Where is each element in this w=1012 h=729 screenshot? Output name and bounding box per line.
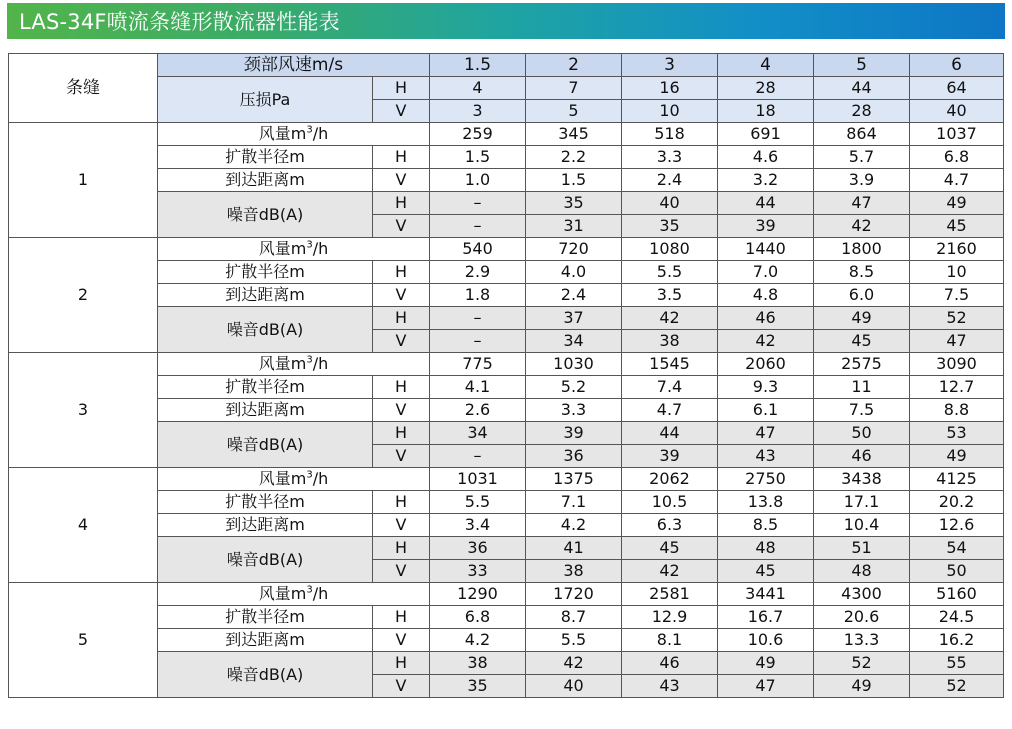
noise-cell: 44 [622, 422, 718, 445]
title-bar [7, 3, 1005, 39]
noise-row-h [9, 652, 1004, 675]
throw-distance-cell: 16.2 [910, 629, 1004, 652]
throw-distance-cell: 4.7 [910, 169, 1004, 192]
mode-cell: V [373, 169, 430, 192]
airflow-cell: 5160 [910, 583, 1004, 606]
mode-cell: V [373, 675, 430, 698]
airflow-label-unit: /h [312, 584, 329, 603]
spread-radius-cell: 9.3 [718, 376, 814, 399]
noise-cell: 44 [718, 192, 814, 215]
throw-distance-cell: 1.5 [526, 169, 622, 192]
throw-distance-cell: 7.5 [910, 284, 1004, 307]
slot-number: 3 [9, 353, 158, 468]
pressure-cell: 3 [430, 100, 526, 123]
throw-distance-row [9, 284, 1004, 307]
throw-distance-cell: 13.3 [814, 629, 910, 652]
spread-radius-cell: 4.1 [430, 376, 526, 399]
noise-cell: 49 [814, 307, 910, 330]
pressure-cell: 28 [718, 77, 814, 100]
spread-radius-cell: 17.1 [814, 491, 910, 514]
airflow-row [9, 583, 1004, 606]
noise-cell: 38 [622, 330, 718, 353]
spread-radius-row [9, 491, 1004, 514]
throw-distance-cell: 8.1 [622, 629, 718, 652]
noise-cell: 35 [526, 192, 622, 215]
airflow-cell: 345 [526, 123, 622, 146]
spread-radius-label: 扩散半径m [158, 261, 373, 284]
airflow-label-unit: /h [312, 469, 329, 488]
pressure-cell: 4 [430, 77, 526, 100]
mode-cell: V [373, 399, 430, 422]
performance-table [8, 53, 1004, 698]
mode-cell: H [373, 606, 430, 629]
airflow-cell: 1290 [430, 583, 526, 606]
noise-cell: 51 [814, 537, 910, 560]
mode-cell: H [373, 422, 430, 445]
spread-radius-cell: 8.5 [814, 261, 910, 284]
throw-distance-cell: 4.2 [430, 629, 526, 652]
throw-distance-cell: 7.5 [814, 399, 910, 422]
noise-cell: 42 [814, 215, 910, 238]
noise-cell: 46 [718, 307, 814, 330]
noise-cell: 47 [718, 422, 814, 445]
noise-cell: 47 [718, 675, 814, 698]
airflow-cell: 3090 [910, 353, 1004, 376]
spread-radius-cell: 20.2 [910, 491, 1004, 514]
throw-distance-cell: 1.0 [430, 169, 526, 192]
airflow-cell: 1037 [910, 123, 1004, 146]
noise-cell: 45 [622, 537, 718, 560]
noise-cell: – [430, 330, 526, 353]
airflow-label-text: 风量m [258, 239, 307, 258]
noise-cell: 46 [622, 652, 718, 675]
airflow-cell: 1031 [430, 468, 526, 491]
noise-cell: 33 [430, 560, 526, 583]
noise-label: 噪音dB(A) [158, 537, 373, 583]
noise-cell: – [430, 445, 526, 468]
spread-radius-row [9, 376, 1004, 399]
pressure-cell: 10 [622, 100, 718, 123]
noise-cell: 48 [814, 560, 910, 583]
spread-radius-cell: 6.8 [910, 146, 1004, 169]
spread-radius-cell: 24.5 [910, 606, 1004, 629]
mode-cell: V [373, 100, 430, 123]
airflow-label [158, 353, 430, 376]
airflow-label-text: 风量m [258, 469, 307, 488]
airflow-cell: 720 [526, 238, 622, 261]
noise-cell: 45 [718, 560, 814, 583]
throw-distance-cell: 3.5 [622, 284, 718, 307]
airflow-label-text: 风量m [258, 584, 307, 603]
throw-distance-cell: 8.5 [718, 514, 814, 537]
noise-label: 噪音dB(A) [158, 192, 373, 238]
spread-radius-cell: 16.7 [718, 606, 814, 629]
noise-cell: – [430, 192, 526, 215]
mode-cell: V [373, 445, 430, 468]
pressure-cell: 7 [526, 77, 622, 100]
spread-radius-row [9, 606, 1004, 629]
noise-cell: 39 [718, 215, 814, 238]
mode-cell: V [373, 330, 430, 353]
noise-cell: 40 [622, 192, 718, 215]
airflow-label-exponent: 3 [306, 354, 313, 366]
throw-distance-cell: 3.9 [814, 169, 910, 192]
velocity-cell: 4 [718, 54, 814, 77]
noise-cell: 35 [430, 675, 526, 698]
noise-cell: 52 [910, 307, 1004, 330]
noise-cell: – [430, 307, 526, 330]
slot-number: 1 [9, 123, 158, 238]
noise-cell: 34 [430, 422, 526, 445]
noise-cell: 49 [814, 675, 910, 698]
spread-radius-cell: 7.0 [718, 261, 814, 284]
airflow-label-exponent: 3 [306, 584, 313, 596]
mode-cell: V [373, 284, 430, 307]
throw-distance-row [9, 629, 1004, 652]
pressure-cell: 18 [718, 100, 814, 123]
noise-cell: 42 [526, 652, 622, 675]
spread-radius-cell: 4.0 [526, 261, 622, 284]
airflow-cell: 1800 [814, 238, 910, 261]
noise-cell: 42 [622, 307, 718, 330]
spread-radius-row [9, 261, 1004, 284]
throw-distance-cell: 10.4 [814, 514, 910, 537]
mode-cell: V [373, 215, 430, 238]
noise-cell: 37 [526, 307, 622, 330]
spread-radius-cell: 3.3 [622, 146, 718, 169]
airflow-cell: 1030 [526, 353, 622, 376]
throw-distance-label: 到达距离m [158, 169, 373, 192]
noise-cell: 50 [814, 422, 910, 445]
spread-radius-cell: 4.6 [718, 146, 814, 169]
throw-distance-row [9, 399, 1004, 422]
airflow-row [9, 123, 1004, 146]
airflow-row [9, 238, 1004, 261]
airflow-cell: 4300 [814, 583, 910, 606]
airflow-cell: 540 [430, 238, 526, 261]
noise-label: 噪音dB(A) [158, 307, 373, 353]
mode-cell: V [373, 560, 430, 583]
noise-cell: 55 [910, 652, 1004, 675]
noise-cell: 36 [526, 445, 622, 468]
spread-radius-cell: 5.7 [814, 146, 910, 169]
spread-radius-cell: 7.1 [526, 491, 622, 514]
noise-cell: 47 [910, 330, 1004, 353]
mode-cell: H [373, 77, 430, 100]
airflow-cell: 1440 [718, 238, 814, 261]
throw-distance-cell: 10.6 [718, 629, 814, 652]
noise-cell: 38 [430, 652, 526, 675]
airflow-label [158, 583, 430, 606]
pressure-cell: 16 [622, 77, 718, 100]
airflow-cell: 1080 [622, 238, 718, 261]
table-body [9, 54, 1004, 698]
noise-label: 噪音dB(A) [158, 652, 373, 698]
spread-radius-cell: 2.2 [526, 146, 622, 169]
airflow-label-exponent: 3 [306, 124, 313, 136]
noise-row-h [9, 192, 1004, 215]
noise-cell: 42 [718, 330, 814, 353]
pressure-loss-label: 压损Pa [158, 77, 373, 123]
mode-cell: H [373, 537, 430, 560]
pressure-cell: 5 [526, 100, 622, 123]
noise-cell: 48 [718, 537, 814, 560]
airflow-row [9, 468, 1004, 491]
mode-cell: H [373, 652, 430, 675]
noise-cell: 46 [814, 445, 910, 468]
noise-cell: 40 [526, 675, 622, 698]
spread-radius-cell: 2.9 [430, 261, 526, 284]
airflow-label-exponent: 3 [306, 239, 313, 251]
slot-header: 条缝 [9, 54, 158, 123]
throw-distance-cell: 2.4 [622, 169, 718, 192]
spread-radius-cell: 12.9 [622, 606, 718, 629]
throw-distance-cell: 6.1 [718, 399, 814, 422]
noise-cell: 52 [910, 675, 1004, 698]
throw-distance-cell: 5.5 [526, 629, 622, 652]
spread-radius-cell: 11 [814, 376, 910, 399]
throw-distance-cell: 6.3 [622, 514, 718, 537]
noise-cell: 41 [526, 537, 622, 560]
velocity-cell: 3 [622, 54, 718, 77]
spread-radius-cell: 8.7 [526, 606, 622, 629]
slot-number: 5 [9, 583, 158, 698]
slot-number: 2 [9, 238, 158, 353]
airflow-cell: 2060 [718, 353, 814, 376]
throw-distance-row [9, 169, 1004, 192]
throw-distance-cell: 3.4 [430, 514, 526, 537]
noise-cell: 35 [622, 215, 718, 238]
spread-radius-cell: 20.6 [814, 606, 910, 629]
throw-distance-cell: 1.8 [430, 284, 526, 307]
neck-velocity-header: 颈部风速m/s [158, 54, 430, 77]
velocity-cell: 2 [526, 54, 622, 77]
spread-radius-label: 扩散半径m [158, 491, 373, 514]
airflow-cell: 864 [814, 123, 910, 146]
mode-cell: H [373, 307, 430, 330]
airflow-cell: 3441 [718, 583, 814, 606]
spread-radius-cell: 7.4 [622, 376, 718, 399]
noise-row-h [9, 422, 1004, 445]
spread-radius-label: 扩散半径m [158, 376, 373, 399]
throw-distance-cell: 6.0 [814, 284, 910, 307]
noise-cell: 42 [622, 560, 718, 583]
airflow-cell: 2160 [910, 238, 1004, 261]
throw-distance-cell: 4.7 [622, 399, 718, 422]
noise-label: 噪音dB(A) [158, 422, 373, 468]
throw-distance-cell: 2.4 [526, 284, 622, 307]
noise-cell: 50 [910, 560, 1004, 583]
throw-distance-label: 到达距离m [158, 514, 373, 537]
airflow-cell: 1375 [526, 468, 622, 491]
throw-distance-cell: 3.3 [526, 399, 622, 422]
airflow-label-exponent: 3 [306, 469, 313, 481]
noise-cell: 49 [910, 445, 1004, 468]
throw-distance-cell: 4.8 [718, 284, 814, 307]
spread-radius-cell: 5.2 [526, 376, 622, 399]
airflow-label-text: 风量m [258, 354, 307, 373]
mode-cell: V [373, 514, 430, 537]
slot-number: 4 [9, 468, 158, 583]
noise-cell: 43 [718, 445, 814, 468]
throw-distance-label: 到达距离m [158, 629, 373, 652]
noise-cell: 54 [910, 537, 1004, 560]
spread-radius-label: 扩散半径m [158, 146, 373, 169]
mode-cell: H [373, 192, 430, 215]
noise-cell: 39 [622, 445, 718, 468]
noise-cell: 49 [718, 652, 814, 675]
throw-distance-label: 到达距离m [158, 284, 373, 307]
noise-cell: 43 [622, 675, 718, 698]
velocity-cell: 6 [910, 54, 1004, 77]
spread-radius-cell: 5.5 [430, 491, 526, 514]
airflow-cell: 518 [622, 123, 718, 146]
header-row-velocity [9, 54, 1004, 77]
noise-cell: 38 [526, 560, 622, 583]
spread-radius-cell: 10 [910, 261, 1004, 284]
velocity-cell: 5 [814, 54, 910, 77]
noise-row-h [9, 537, 1004, 560]
pressure-cell: 64 [910, 77, 1004, 100]
noise-cell: – [430, 215, 526, 238]
mode-cell: V [373, 629, 430, 652]
airflow-cell: 259 [430, 123, 526, 146]
airflow-label-unit: /h [312, 124, 329, 143]
airflow-cell: 2062 [622, 468, 718, 491]
mode-cell: H [373, 376, 430, 399]
noise-cell: 45 [910, 215, 1004, 238]
spread-radius-cell: 13.8 [718, 491, 814, 514]
airflow-cell: 1545 [622, 353, 718, 376]
noise-cell: 52 [814, 652, 910, 675]
airflow-label [158, 468, 430, 491]
header-row-pressure-h [9, 77, 1004, 100]
mode-cell: H [373, 491, 430, 514]
noise-cell: 31 [526, 215, 622, 238]
noise-cell: 49 [910, 192, 1004, 215]
airflow-cell: 1720 [526, 583, 622, 606]
airflow-cell: 2750 [718, 468, 814, 491]
page-title: LAS-34F喷流条缝形散流器性能表 [19, 10, 340, 34]
pressure-cell: 44 [814, 77, 910, 100]
throw-distance-label: 到达距离m [158, 399, 373, 422]
throw-distance-cell: 4.2 [526, 514, 622, 537]
airflow-cell: 691 [718, 123, 814, 146]
noise-row-h [9, 307, 1004, 330]
spread-radius-cell: 10.5 [622, 491, 718, 514]
spread-radius-cell: 1.5 [430, 146, 526, 169]
noise-cell: 39 [526, 422, 622, 445]
throw-distance-cell: 3.2 [718, 169, 814, 192]
noise-cell: 34 [526, 330, 622, 353]
noise-cell: 36 [430, 537, 526, 560]
throw-distance-row [9, 514, 1004, 537]
noise-cell: 53 [910, 422, 1004, 445]
spread-radius-row [9, 146, 1004, 169]
airflow-cell: 2575 [814, 353, 910, 376]
pressure-cell: 40 [910, 100, 1004, 123]
airflow-cell: 3438 [814, 468, 910, 491]
airflow-cell: 775 [430, 353, 526, 376]
airflow-cell: 4125 [910, 468, 1004, 491]
airflow-cell: 2581 [622, 583, 718, 606]
spread-radius-cell: 6.8 [430, 606, 526, 629]
velocity-cell: 1.5 [430, 54, 526, 77]
spread-radius-cell: 5.5 [622, 261, 718, 284]
mode-cell: H [373, 261, 430, 284]
mode-cell: H [373, 146, 430, 169]
spread-radius-cell: 12.7 [910, 376, 1004, 399]
spread-radius-label: 扩散半径m [158, 606, 373, 629]
noise-cell: 47 [814, 192, 910, 215]
throw-distance-cell: 2.6 [430, 399, 526, 422]
airflow-label [158, 123, 430, 146]
airflow-row [9, 353, 1004, 376]
airflow-label-unit: /h [312, 239, 329, 258]
throw-distance-cell: 12.6 [910, 514, 1004, 537]
airflow-label-unit: /h [312, 354, 329, 373]
throw-distance-cell: 8.8 [910, 399, 1004, 422]
noise-cell: 45 [814, 330, 910, 353]
pressure-cell: 28 [814, 100, 910, 123]
airflow-label-text: 风量m [258, 124, 307, 143]
airflow-label [158, 238, 430, 261]
